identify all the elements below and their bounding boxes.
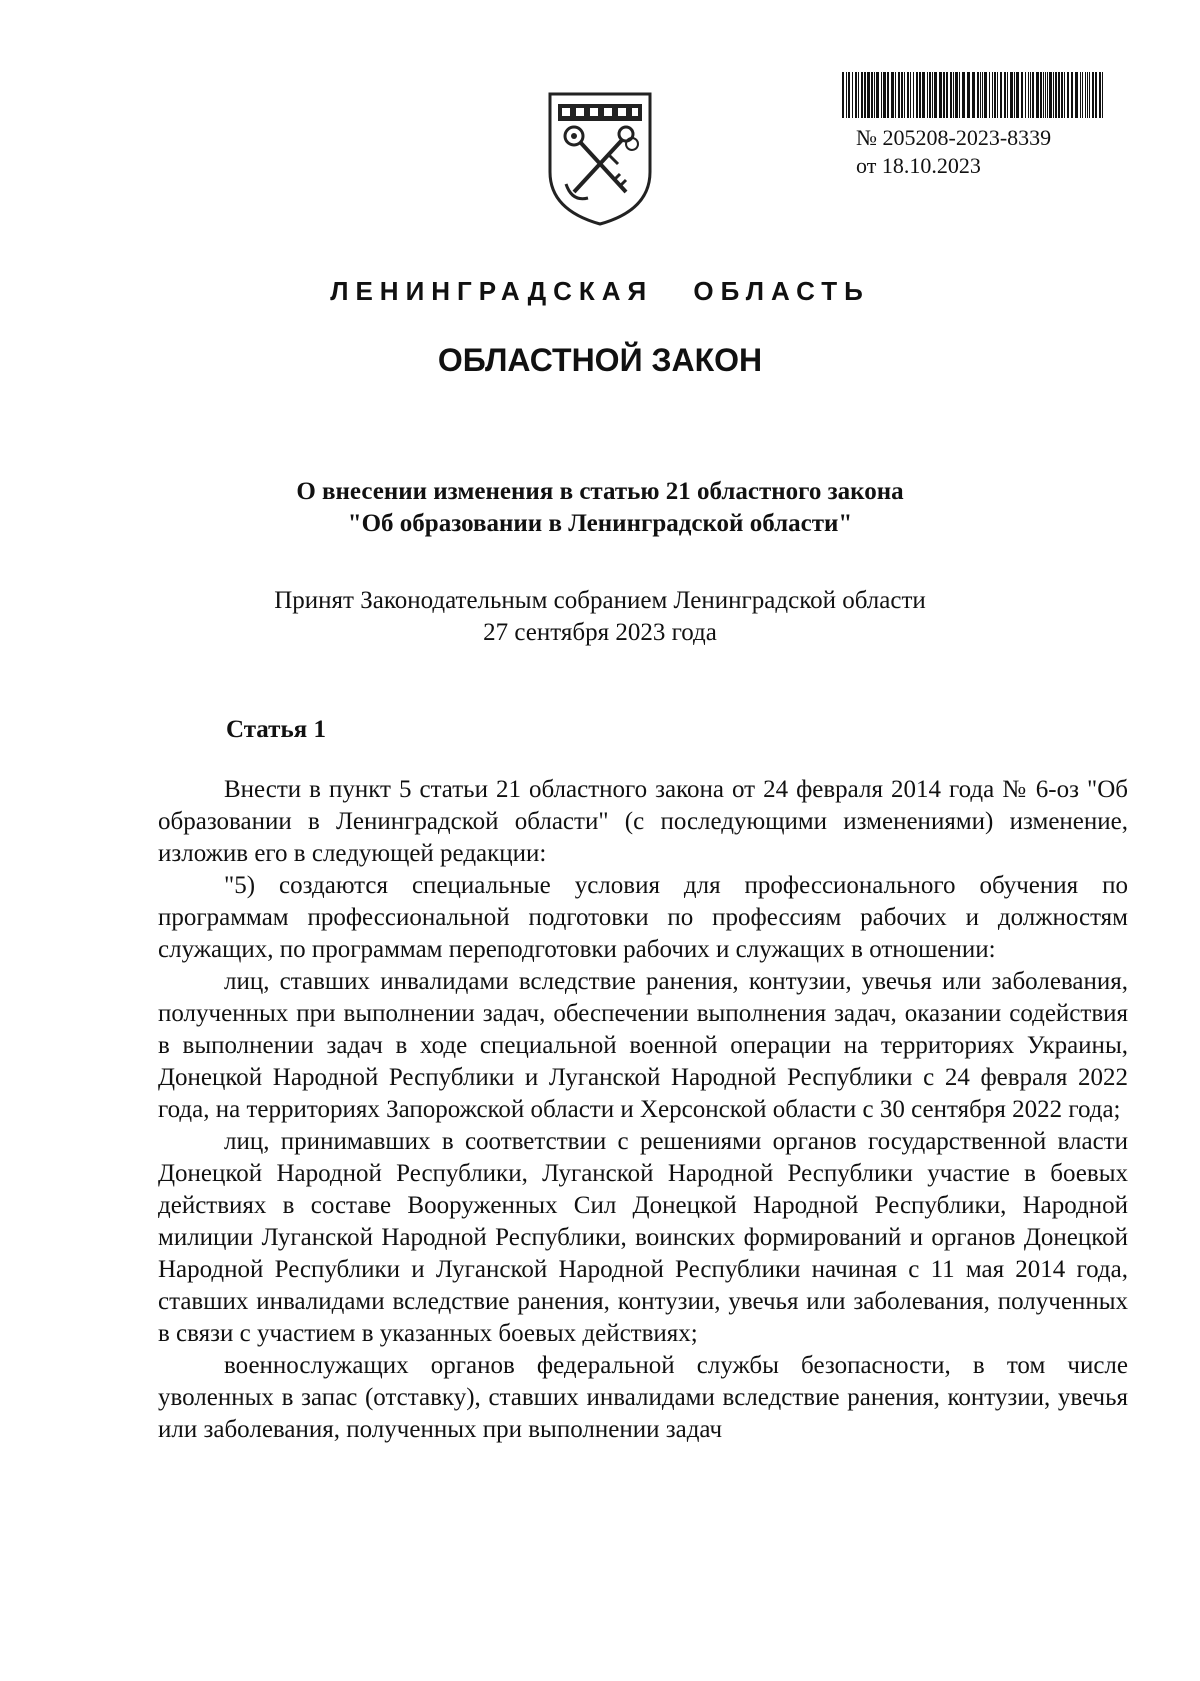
barcode-bar (895, 72, 896, 118)
article-paragraph: Внести в пункт 5 статьи 21 областного закона от 24 февраля 2014 года № 6-оз "Об образовании в Ленинградской области" (с последующими изменениями) изменение, изложив его в следующей редакции: (158, 776, 1128, 867)
barcode-bar (1055, 72, 1057, 118)
region-heading: ЛЕНИНГРАДСКАЯ ОБЛАСТЬ (330, 276, 870, 306)
barcode-bar (1016, 72, 1019, 118)
barcode-bar (898, 72, 900, 118)
article-paragraph: лиц, принимавших в соответствии с решениями органов государственной власти Донецкой Народной Республики, Луганской Народной Республики участие в боевых действиях в составе Вооруженных Сил Донецкой Народной Республики, Народной милиции Луганской Народной Республики, воинских формирований и органов Донецкой Народной Республики и Луганской Народной Республики начиная с 11 мая 2014 года, ставших инвалидами вследствие ранения, контузии, увечья или заболевания, полученных в связи с участием в указанных боевых действиях; (158, 1128, 1128, 1347)
article-body (158, 774, 1128, 1446)
barcode-bar (922, 72, 925, 118)
barcode-bar (855, 72, 857, 118)
barcode-bar (955, 72, 958, 118)
barcode-bar (1040, 72, 1042, 118)
barcode-bar (939, 72, 942, 118)
barcode-bar (1071, 72, 1073, 118)
barcode-bar (980, 72, 981, 118)
barcode-bar (1043, 72, 1044, 118)
barcode-bar (1025, 72, 1026, 118)
barcode-bar (913, 72, 914, 118)
law-title (0, 476, 1200, 540)
law-title-line-1: О внесении изменения в статью 21 областного закона (296, 478, 904, 505)
barcode-bar (846, 72, 847, 118)
law-title-line-2: "Об образовании в Ленинградской области" (347, 510, 853, 537)
barcode-bar (997, 72, 998, 118)
barcode-bar (994, 72, 996, 118)
barcode-bar (1030, 72, 1031, 118)
barcode-bar (1099, 72, 1101, 118)
barcode-bar (1080, 72, 1081, 118)
barcode-bar (1089, 72, 1090, 118)
barcode-bar (1075, 72, 1078, 118)
barcode-bar (967, 72, 970, 118)
barcode-bar (1087, 72, 1088, 118)
barcode-bar (1102, 72, 1103, 118)
barcode-bar (1004, 72, 1006, 118)
document-type-heading: ОБЛАСТНОЙ ЗАКОН (437, 342, 763, 378)
barcode-bar (1000, 72, 1002, 118)
article-paragraph: лиц, ставших инвалидами вследствие ранения, контузии, увечья или заболевания, полученных при выполнении задач, обеспечении выполнения задач, оказании содействия в выполнении задач в ходе специальной военной операции на территориях Украины, Донецкой Народной Республики и Луганской Народной Республики с 24 февраля 2022 года, на территориях Запорожской области и Херсонской области с 30 сентября 2022 года; (158, 968, 1128, 1123)
barcode-bar (891, 72, 894, 118)
barcode-bar (883, 72, 886, 118)
barcode-bar (1085, 72, 1086, 118)
barcode-bar (943, 72, 945, 118)
coat-of-arms-icon (544, 88, 656, 228)
barcode-bar (927, 72, 928, 118)
barcode-bar (1007, 72, 1008, 118)
registration-date: от 18.10.2023 (856, 153, 981, 178)
barcode-bar (932, 72, 933, 118)
barcode-bar (864, 72, 866, 118)
barcode-bar (1021, 72, 1023, 118)
barcode-bar (881, 72, 882, 118)
barcode-bar (977, 72, 979, 118)
barcode-bar (848, 72, 850, 118)
barcode-bar (959, 72, 960, 118)
barcode-bar (929, 72, 931, 118)
barcode-bar (1058, 72, 1060, 118)
barcode-bar (858, 72, 859, 118)
barcode-bar (989, 72, 990, 118)
barcode-bar (972, 72, 975, 118)
barcode-bar (1053, 72, 1054, 118)
barcode-bar (887, 72, 889, 118)
barcode-bar (867, 72, 870, 118)
adoption-note (0, 585, 1200, 649)
barcode-bar (950, 72, 952, 118)
barcode-bar (861, 72, 863, 118)
article-paragraph: "5) создаются специальные условия для профессионального обучения по программам профессиональной подготовки по профессиям рабочих и должностям служащих, по программам переподготовки рабочих и служащих в отношении: (158, 872, 1128, 963)
barcode-bar (953, 72, 954, 118)
barcode-bar (1032, 72, 1034, 118)
barcode-bar (946, 72, 948, 118)
barcode-bar (992, 72, 993, 118)
barcode-bar (1045, 72, 1046, 118)
adoption-note-line-1: Принят Законодательным собранием Ленинградской области (274, 587, 926, 614)
barcode-bar (876, 72, 879, 118)
barcode-bar (871, 72, 873, 118)
barcode-bar (1036, 72, 1039, 118)
barcode-bar (934, 72, 937, 118)
barcode-bar (1047, 72, 1048, 118)
adoption-note-line-2: 27 сентября 2023 года (483, 619, 717, 646)
barcode-bar (1082, 72, 1083, 118)
barcode-bar (874, 72, 875, 118)
barcode-bar (984, 72, 987, 118)
barcode-icon (842, 72, 1104, 118)
barcode-bar (910, 72, 911, 118)
barcode-bar (1092, 72, 1094, 118)
barcode-bar (1061, 72, 1063, 118)
barcode-bar (904, 72, 905, 118)
barcode-bar (1067, 72, 1069, 118)
article-paragraph: военнослужащих органов федеральной службы безопасности, в том числе уволенных в запас (отставку), ставших инвалидами вследствие ранения, контузии, увечья или заболевания, полученных при выполнении задач (158, 1352, 1128, 1443)
barcode-bar (1028, 72, 1029, 118)
barcode-bar (919, 72, 921, 118)
barcode-bar (962, 72, 965, 118)
registration-number: № 205208-2023-8339 (856, 125, 1052, 150)
barcode-bar (1014, 72, 1015, 118)
barcode-bar (901, 72, 903, 118)
barcode-bar (916, 72, 918, 118)
article-title: Статья 1 (226, 716, 326, 743)
barcode-bar (907, 72, 909, 118)
barcode-bar (842, 72, 844, 118)
barcode-bar (1010, 72, 1013, 118)
barcode-bar (982, 72, 983, 118)
barcode-bar (1049, 72, 1052, 118)
barcode-bar (852, 72, 853, 118)
barcode-bar (1095, 72, 1097, 118)
barcode-bar (1064, 72, 1065, 118)
